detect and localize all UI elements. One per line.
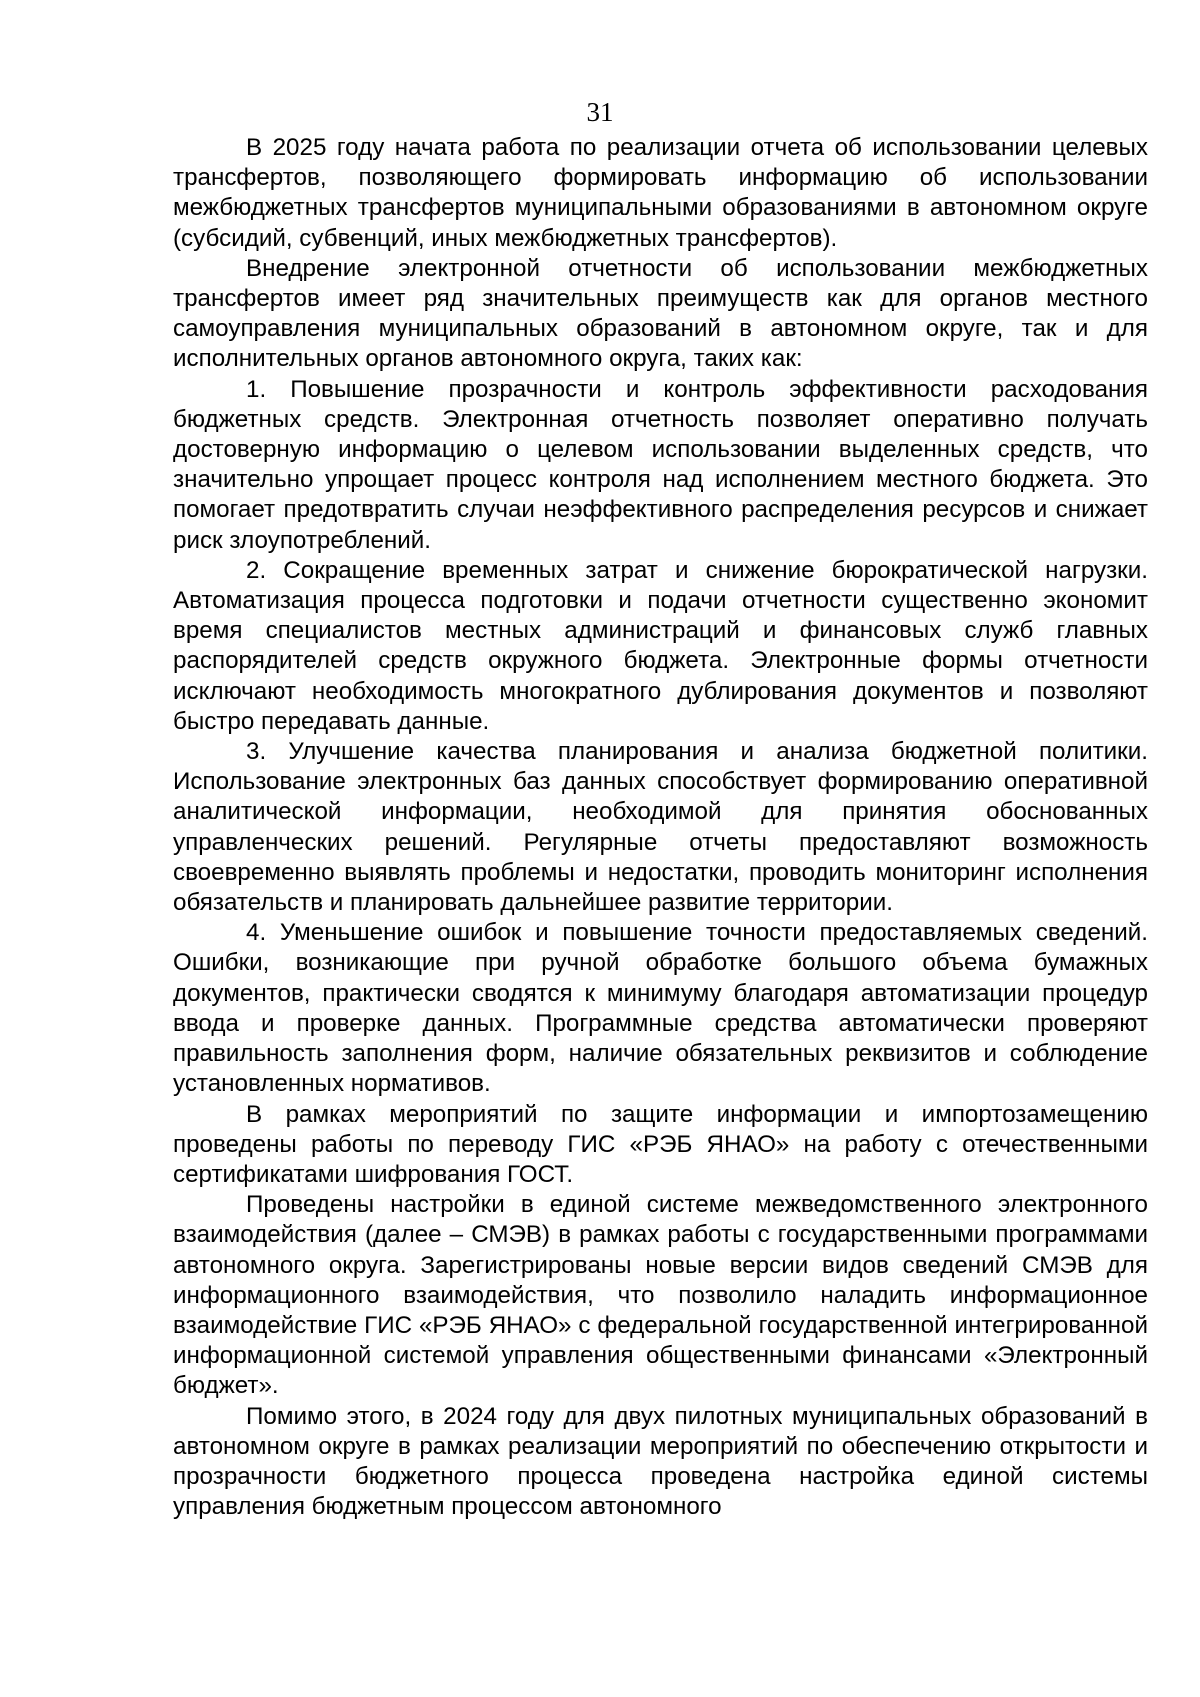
paragraph-pilot-municipalities: Помимо этого, в 2024 году для двух пилотных муниципальных образований в автономном округе в рамках реализации мероприятий по обеспечению открытости и прозрачности бюджетного процесса проведена настройка единой системы управления бюджетным процессом автономного — [173, 1402, 1148, 1521]
page-number: 31 — [586, 97, 614, 127]
paragraph-report-start: В 2025 году начата работа по реализации отчета об использовании целевых трансфертов, позволяющего формировать информацию об использовании межбюджетных трансфертов муниципальными образованиями в автономном округе (субсидий, субвенций, иных межбюджетных трансфертов). — [173, 134, 1148, 252]
document-body — [173, 133, 1148, 1522]
list-item-time-reduction: 2. Сокращение временных затрат и снижение бюрократической нагрузки. Автоматизация процесса подготовки и подачи отчетности существенно экономит время специалистов местных администраций и финансовых служб главных распорядителей средств окружного бюджета. Электронные формы отчетности исключают необходимость многократного дублирования документов и позволяют быстро передавать данные. — [173, 556, 1148, 735]
list-item-planning-quality: 3. Улучшение качества планирования и анализа бюджетной политики. Использование электронных баз данных способствует формированию оперативной аналитической информации, необходимой для принятия обоснованных управленческих решений. Регулярные отчеты предоставляют возможность своевременно выявлять проблемы и недостатки, проводить мониторинг исполнения обязательств и планировать дальнейшее развитие территории. — [173, 738, 1148, 917]
paragraph-electronic-reporting-advantages: Внедрение электронной отчетности об использовании межбюджетных трансфертов имеет ряд значительных преимуществ как для органов местного самоуправления муниципальных образований в автономном округе, так и для исполнительных органов автономного округа, таких как: — [173, 254, 1148, 373]
list-item-transparency: 1. Повышение прозрачности и контроль эффективности расходования бюджетных средств. Электронная отчетность позволяет оперативно получать достоверную информацию о целевом использовании выделенных средств, что значительно упрощает процесс контроля над исполнением местного бюджета. Это помогает предотвратить случаи неэффективного распределения ресурсов и снижает риск злоупотреблений. — [173, 375, 1148, 554]
list-item-error-reduction: 4. Уменьшение ошибок и повышение точности предоставляемых сведений. Ошибки, возникающие при ручной обработке большого объема бумажных документов, практически сводятся к минимуму благодаря автоматизации процедур ввода и проверке данных. Программные средства автоматически проверяют правильность заполнения форм, наличие обязательных реквизитов и соблюдение установленных нормативов. — [173, 919, 1148, 1098]
paragraph-information-security: В рамках мероприятий по защите информации и импортозамещению проведены работы по переводу ГИС «РЭБ ЯНАО» на работу с отечественными сертификатами шифрования ГОСТ. — [173, 1100, 1148, 1188]
paragraph-smev-settings: Проведены настройки в единой системе межведомственного электронного взаимодействия (далее – СМЭВ) в рамках работы с государственными программами автономного округа. Зарегистрированы новые версии видов сведений СМЭВ для информационного взаимодействия, что позволило наладить информационное взаимодействие ГИС «РЭБ ЯНАО» с федеральной государственной интегрированной информационной системой управления общественными финансами «Электронный бюджет». — [173, 1191, 1148, 1400]
